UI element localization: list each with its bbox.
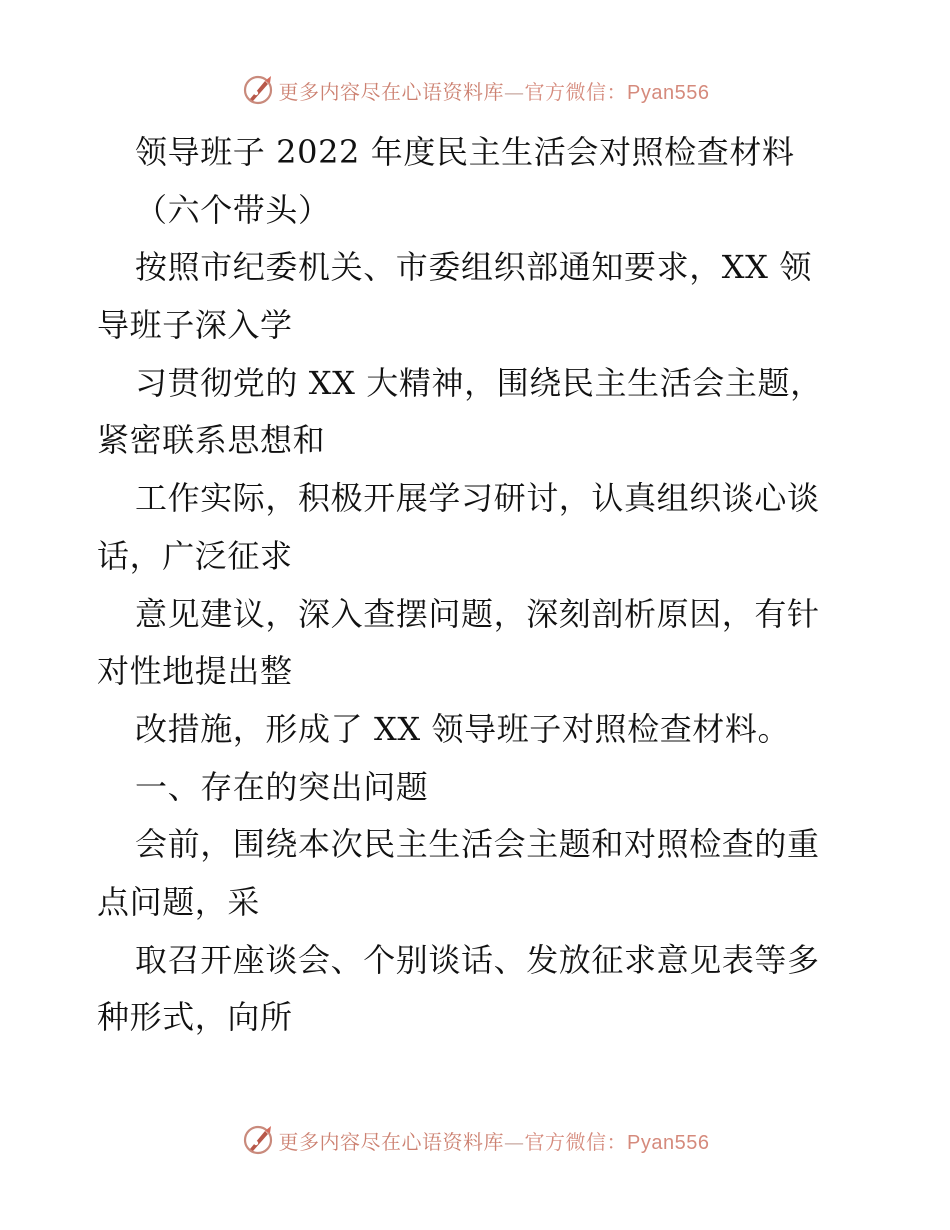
text-line: 种形式，向所: [97, 998, 293, 1037]
text-line: 会前，围绕本次民主生活会主题和对照检查的重: [135, 825, 820, 864]
text-line: 话，广泛征求: [97, 536, 293, 575]
document-body: [97, 124, 857, 1047]
text-line: 工作实际，积极开展学习研讨，认真组织谈心谈: [135, 479, 820, 518]
text-line: 对性地提出整: [97, 652, 293, 691]
footer-watermark-banner: [0, 1120, 950, 1160]
header-watermark-banner: [0, 70, 950, 110]
text-line: 取召开座谈会、个别谈话、发放征求意见表等多: [135, 940, 820, 979]
text-line: 意见建议，深入查摆问题，深刻剖析原因，有针: [135, 594, 820, 633]
quill-pen-logo-icon: [241, 73, 275, 107]
document-title-line: 领导班子 2022 年度民主生活会对照检查材料: [135, 133, 795, 171]
watermark-text: 更多内容尽在心语资料库—官方微信：Pyan556: [278, 79, 710, 104]
text-line: 按照市纪委机关、市委组织部通知要求，XX 领: [135, 248, 812, 287]
text-line: 导班子深入学: [97, 306, 293, 345]
text-line: 改措施，形成了 XX 领导班子对照检查材料。: [135, 709, 791, 748]
watermark-text: 更多内容尽在心语资料库—官方微信：Pyan556: [278, 1129, 710, 1154]
text-line: 点问题，采: [97, 882, 261, 921]
document-subtitle-line: （六个带头）: [135, 190, 331, 229]
text-line: 一、存在的突出问题: [135, 767, 429, 806]
quill-pen-logo-icon: [241, 1123, 275, 1157]
text-line: 紧密联系思想和: [97, 421, 326, 460]
text-line: 习贯彻党的 XX 大精神，围绕民主生活会主题，: [135, 363, 823, 402]
